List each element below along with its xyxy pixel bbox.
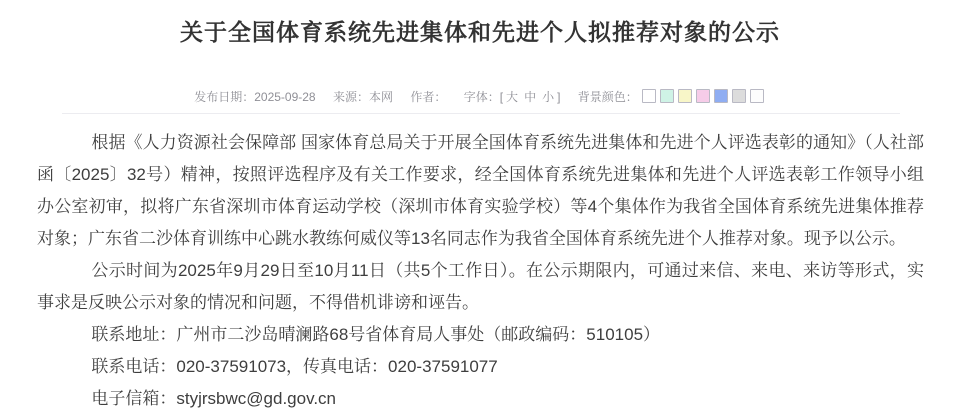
bg-color-swatch[interactable] [678,89,692,103]
font-size-label: 字体： [463,90,500,104]
source [333,90,393,104]
article-body [37,127,924,415]
publish-date-value: 2025-09-28 [254,90,316,104]
publish-date-label: 发布日期： [194,90,255,104]
font-size-bracket-open: [ [499,90,504,104]
divider [62,113,900,114]
font-size-small-link[interactable]: 小 [542,90,555,104]
paragraph-phone: 联系电话：020-37591073，传真电话：020-37591077 [91,357,498,376]
bg-color-swatch[interactable] [750,89,764,103]
author [410,90,446,104]
font-size-medium-link[interactable]: 中 [524,90,537,104]
page-title: 关于全国体育系统先进集体和先进个人拟推荐对象的公示 [180,19,780,45]
bg-color-swatch[interactable] [696,89,710,103]
source-value: 本网 [368,90,393,104]
bg-color-label: 背景颜色： [577,90,638,104]
font-size-bracket-close: ] [557,90,561,104]
font-size-large-link[interactable]: 大 [506,90,519,104]
publish-date [194,90,315,104]
meta-bar [0,88,960,105]
bg-color-swatch[interactable] [714,89,728,103]
bg-color-swatches [640,90,766,104]
paragraph-period: 公示时间为2025年9月29日至10月11日（共5个工作日）。在公示期限内，可通过来信、来电、来访等形式，实事求是反映公示对象的情况和问题，不得借机诽谤和诬告。 [37,261,924,312]
source-label: 来源： [332,90,369,104]
paragraph-email: 电子信箱：styjrsbwc@gd.gov.cn [91,389,336,408]
bg-color-swatch[interactable] [642,89,656,103]
bg-color-swatch[interactable] [660,89,674,103]
bg-color-control [578,90,766,104]
bg-color-swatch[interactable] [732,89,746,103]
paragraph-address: 联系地址：广州市二沙岛晴澜路68号省体育局人事处（邮政编码：510105） [91,325,661,344]
paragraph-intro: 根据《人力资源社会保障部 国家体育总局关于开展全国体育系统先进集体和先进个人评选表彰的通知》（人社部函〔2025〕32号）精神，按照评选程序及有关工作要求，经全国体育系统先进集体和先进个人评选表彰工作领导小组办公室初审，拟将广东省深圳市体育运动学校（深圳市体育实验学校）等4个集体作为我省全国体育系统先进集体推荐对象；广东省二沙体育训练中心跳水教练何威仪等13名同志作为我省全国体育系统先进个人推荐对象。现予以公示。 [37,133,924,248]
author-label: 作者： [410,90,447,104]
font-size-control [464,90,561,104]
